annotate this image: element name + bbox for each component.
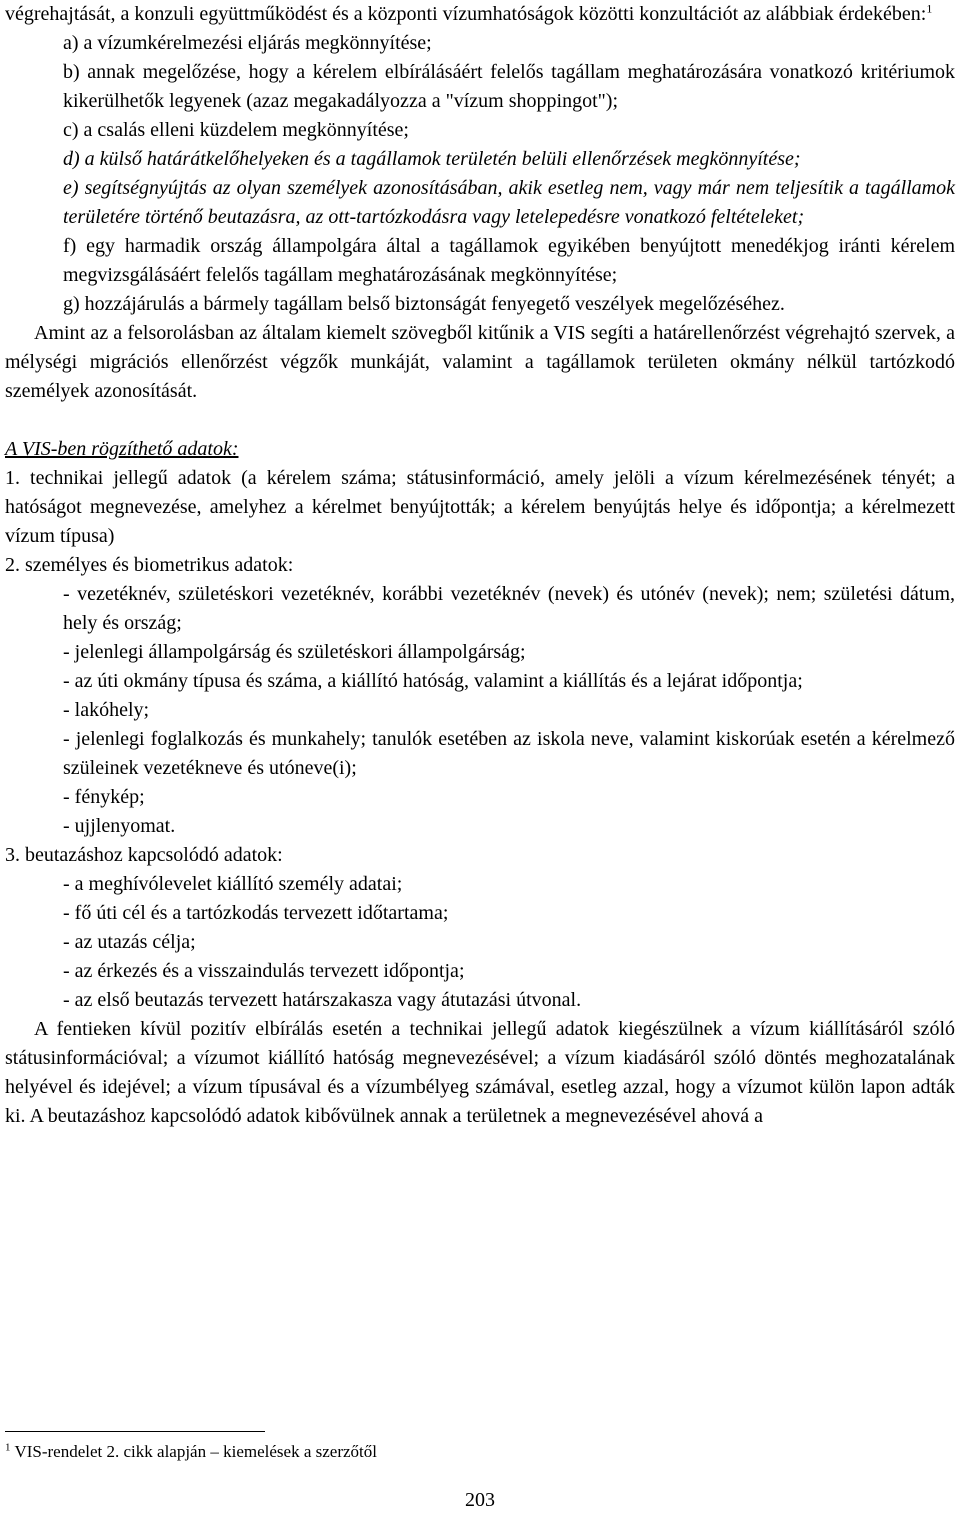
- list-item: - jelenlegi foglalkozás és munkahely; tanulók esetében az iskola neve, valamint kiskorúak esetén a kérelmező szüleinek vezetékneve és utóneve(i);: [63, 728, 955, 779]
- goals-list: [5, 29, 955, 319]
- list-item: - az utazás célja;: [63, 931, 196, 953]
- closing-paragraph: A fentieken kívül pozitív elbírálás esetén a technikai jellegű adatok kiegészülnek a vízum kiállításáról szóló státusinformációval; a vízumot kiállító hatóság megnevezésével; a vízum kiadásáról szóló döntés meghozatalának helyével és idejével; a vízum típusával és a vízumbélyeg számával, esetleg azzal, hogy a vízumot külön lapon adták ki. A beutazáshoz kapcsolódó adatok kibővülnek annak a területnek a megnevezésével ahová a: [5, 1018, 955, 1127]
- list-item: - ujjlenyomat.: [63, 815, 176, 837]
- list-item: - jelenlegi állampolgárság és születéskori állampolgárság;: [63, 641, 526, 663]
- goal-item-e: e) segítségnyújtás az olyan személyek azonosításában, akik esetleg nem, vagy már nem teljesítik a tagállamok területére történő beutazásra, az ott-tartózkodásra vagy letelepedésre vonatkozó feltételeket;: [63, 177, 955, 228]
- summary-paragraph: Amint az a felsorolásban az általam kiemelt szövegből kitűnik a VIS segíti a határellenőrzést végrehajtó szervek, a mélységi migrációs ellenőrzést végzők munkáját, valamint a tagállamok területen okmány nélkül tartózkodó személyek azonosítását.: [5, 322, 955, 402]
- footnote-marker: 1: [5, 1441, 11, 1454]
- section-1: 1. technikai jellegű adatok (a kérelem száma; státusinformáció, amely jelöli a vízum kérelmezésének tényét; a hatóságot megnevezése, amelyhez a kérelmet benyújtották; a kérelem benyújtás helye és időpontja; a kérelmezett vízum típusa): [5, 467, 955, 547]
- goal-item-g: g) hozzájárulás a bármely tagállam belső biztonságát fenyegető veszélyek megelőzéséhez.: [63, 293, 785, 315]
- list-item: - az úti okmány típusa és száma, a kiállító hatóság, valamint a kiállítás és a lejárat időpontja;: [63, 670, 803, 692]
- goal-item-a: a) a vízumkérelmezési eljárás megkönnyítése;: [63, 32, 432, 54]
- section-2-title: 2. személyes és biometrikus adatok:: [5, 554, 294, 576]
- document-body: [5, 0, 955, 1131]
- footnote-reference[interactable]: 1: [926, 1, 933, 16]
- footnote-divider: [5, 1431, 265, 1432]
- goal-item-c: c) a csalás elleni küzdelem megkönnyítése;: [63, 119, 409, 141]
- goal-item-b: b) annak megelőzése, hogy a kérelem elbírálásáért felelős tagállam meghatározására vonatkozó kritériumok kikerülhetők legyenek (azaz megakadályozza a "vízum shoppingot");: [63, 61, 955, 112]
- footnote-text: VIS-rendelet 2. cikk alapján – kiemelések a szerzőtől: [14, 1442, 377, 1461]
- list-item: - vezetéknév, születéskori vezetéknév, korábbi vezetéknév (nevek) és utónév (nevek); nem; születési dátum, hely és ország;: [63, 583, 955, 634]
- list-item: - az érkezés és a visszaindulás tervezett időpontja;: [63, 960, 465, 982]
- list-item: - fénykép;: [63, 786, 145, 808]
- page-number: 203: [465, 1489, 495, 1511]
- personal-data-list: [5, 580, 955, 841]
- goal-item-d: d) a külső határátkelőhelyeken és a tagállamok területén belüli ellenőrzések megkönnyítése;: [63, 148, 801, 170]
- section-heading: A VIS-ben rögzíthető adatok:: [5, 438, 239, 460]
- list-item: - lakóhely;: [63, 699, 150, 721]
- section-3-title: 3. beutazáshoz kapcsolódó adatok:: [5, 844, 283, 866]
- footnote: [5, 1440, 377, 1464]
- goal-item-f: f) egy harmadik ország állampolgára által a tagállamok egyikében benyújtott menedékjog iránti kérelem megvizsgálásáért felelős tagállam meghatározásának megkönnyítése;: [63, 235, 955, 286]
- list-item: - az első beutazás tervezett határszakasza vagy átutazási útvonal.: [63, 989, 582, 1011]
- travel-data-list: [5, 870, 955, 1015]
- list-item: - a meghívólevelet kiállító személy adatai;: [63, 873, 403, 895]
- list-item: - fő úti cél és a tartózkodás tervezett időtartama;: [63, 902, 449, 924]
- intro-paragraph: végrehajtását, a konzuli együttműködést és a központi vízumhatóságok közötti konzultációt az alábbiak érdekében:$^1$: [5, 1, 933, 25]
